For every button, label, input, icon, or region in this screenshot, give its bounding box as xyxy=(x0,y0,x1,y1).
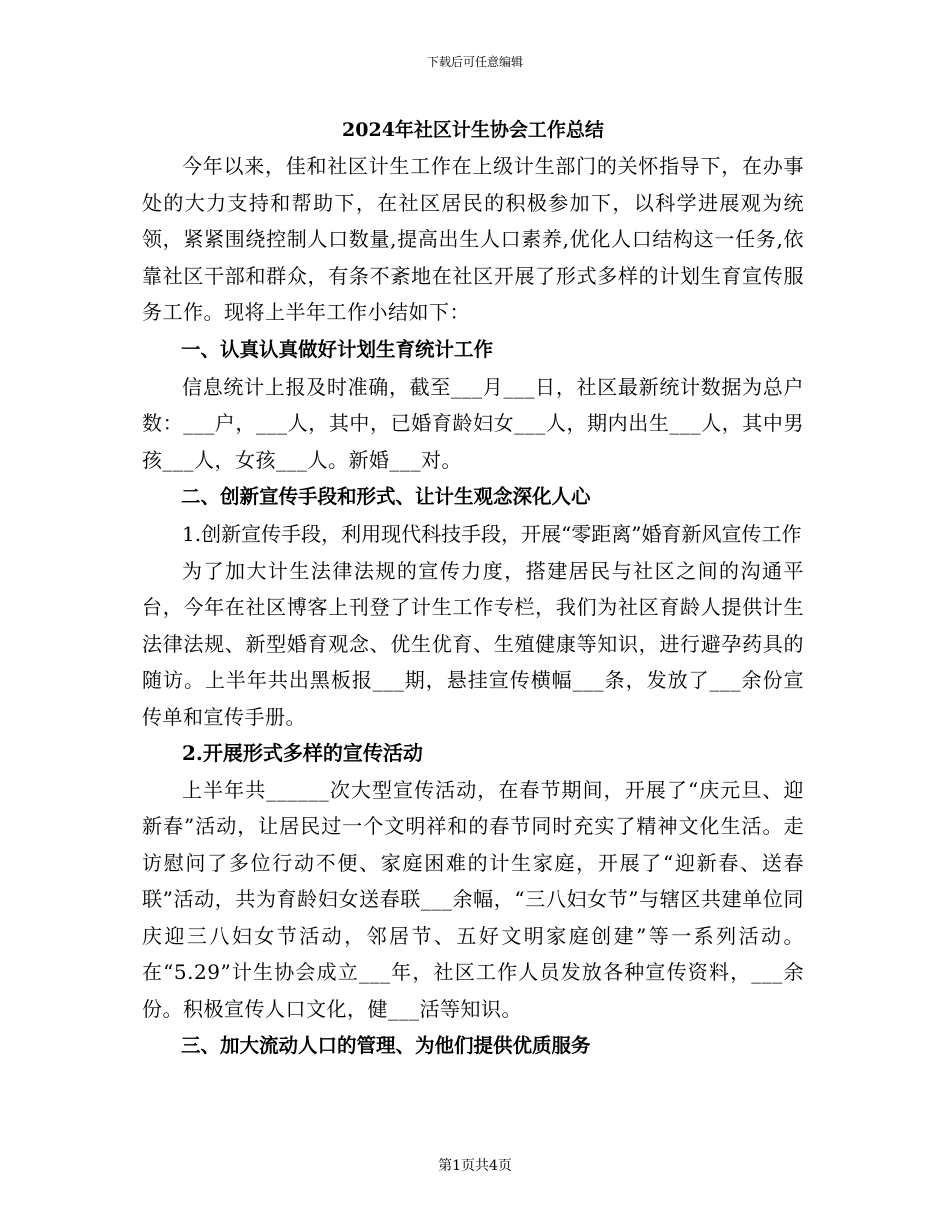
section-1-heading: 一、认真认真做好计划生育统计工作 xyxy=(181,337,494,361)
section-2-sub-2-heading: 2.开展形式多样的宣传活动 xyxy=(182,741,423,765)
document-body xyxy=(142,112,804,1065)
section-2-heading: 二、创新宣传手段和形式、让计生观念深化人心 xyxy=(181,485,591,508)
section-2-sub-1-body: 为了加大计生法律法规的宣传力度，搭建居民与社区之间的沟通平台，今年在社区博客上刊登了计生工作专栏，我们为社区育龄人提供计生法律法规、新型婚育观念、优生优育、生殖健康等知识，进行避孕药具的随访。上半年共出黑板报___期，悬挂宣传横幅___条，发放了___余份宣传单和宣传手册。 xyxy=(142,558,804,729)
section-1-body: 信息统计上报及时准确，截至___月___日，社区最新统计数据为总户数：___户，___人，其中，已婚育龄妇女___人，期内出生___人，其中男孩___人，女孩___人。新婚___对。 xyxy=(142,374,804,472)
section-2-sub-2-body: 上半年共______次大型宣传活动，在春节期间，开展了“庆元旦、迎新春”活动，让居民过一个文明祥和的春节同时充实了精神文化生活。走访慰问了多位行动不便、家庭困难的计生家庭，开展了“迎新春、送春联”活动，共为育龄妇女送春联___余幅，“三八妇女节”与辖区共建单位同庆迎三八妇女节活动，邻居节、五好文明家庭创建”等一系列活动。在“5.29”计生协会成立___年，社区工作人员发放各种宣传资料，___余份。积极宣传人口文化，健___活等知识。 xyxy=(142,777,804,1021)
section-2-sub-1-heading: 1.创新宣传手段，利用现代科技手段，开展“零距离”婚育新风宣传工作 xyxy=(182,522,802,546)
page-header: 下载后可任意编辑 xyxy=(426,55,523,69)
document-title: 2024年社区计生协会工作总结 xyxy=(342,119,604,141)
section-3-heading: 三、加大流动人口的管理、为他们提供优质服务 xyxy=(181,1034,591,1057)
intro-paragraph: 今年以来，佳和社区计生工作在上级计生部门的关怀指导下，在办事处的大力支持和帮助下，在社区居民的积极参加下，以科学进展观为统领，紧紧围绕控制人口数量,提高出生人口素养,优化人口结构这一任务,依靠社区干部和群众，有条不紊地在社区开展了形式多样的计划生育宣传服务工作。现将上半年工作小结如下： xyxy=(142,154,804,324)
page-footer: 第1页共4页 xyxy=(438,1158,512,1174)
